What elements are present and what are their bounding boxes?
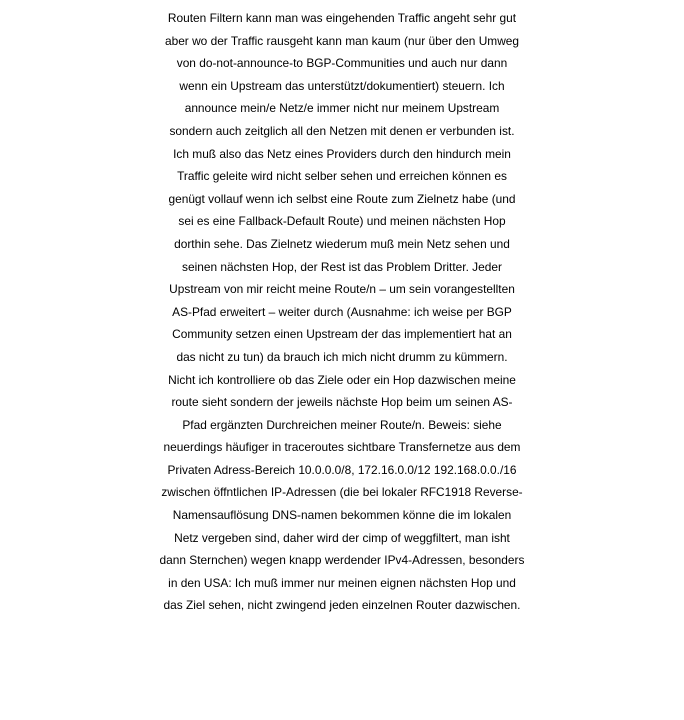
text-line: announce mein/e Netz/e immer nicht nur meinem Upstream	[184, 101, 500, 116]
text-line: Traffic geleite wird nicht selber sehen und erreichen können es	[177, 169, 507, 184]
text-line: das nicht zu tun) da brauch ich mich nicht drumm zu kümmern.	[176, 349, 508, 364]
text-line: sei es eine Fallback-Default Route) und meinen nächsten Hop	[178, 214, 506, 229]
text-line: zwischen öffntlichen IP-Adressen (die bei lokaler RFC1918 Reverse-	[161, 485, 523, 500]
text-line: AS-Pfad erweitert – weiter durch (Ausnahme: ich weise per BGP	[172, 304, 512, 319]
text-line: von do-not-announce-to BGP-Communities und auch nur dann	[176, 56, 508, 71]
text-line: Pfad ergänzten Durchreichen meiner Route/n. Beweis: siehe	[182, 417, 502, 432]
text-line: sondern auch zeitglich all den Netzen mit denen er verbunden ist.	[169, 123, 515, 138]
text-line: Ich muß also das Netz eines Providers durch den hindurch mein	[173, 146, 511, 161]
text-line: Namensauflösung DNS-namen bekommen könne die im lokalen	[172, 508, 512, 523]
text-line: seinen nächsten Hop, der Rest ist das Problem Dritter. Jeder	[182, 259, 502, 274]
text-line: wenn ein Upstream das unterstützt/dokumentiert) steuern. Ich	[179, 78, 505, 93]
text-line: Nicht ich kontrolliere ob das Ziele oder ein Hop dazwischen meine	[168, 372, 516, 387]
text-line: Routen Filtern kann man was eingehenden Traffic angeht sehr gut	[167, 11, 517, 25]
text-line: dann Sternchen) wegen knapp werdender IPv4-Adressen, besonders	[159, 553, 525, 568]
text-line: aber wo der Traffic rausgeht kann man kaum (nur über den Umweg	[164, 33, 520, 48]
text-line: Community setzen einen Upstream der das implementiert hat an	[172, 327, 512, 342]
text-line: in den USA: Ich muß immer nur meinen eignen nächsten Hop und	[168, 575, 516, 590]
text-line: route sieht sondern der jeweils nächste Hop beim um seinen AS-	[171, 395, 513, 410]
text-line: das Ziel sehen, nicht zwingend jeden einzelnen Router dazwischen.	[163, 598, 521, 613]
text-line: dorthin sehe. Das Zielnetz wiederum muß mein Netz sehen und	[174, 236, 510, 251]
text-line: neuerdings häufiger in traceroutes sichtbare Transfernetze aus dem	[163, 440, 521, 455]
text-line: Privaten Adress-Bereich 10.0.0.0/8, 172.16.0.0/12 192.168.0.0./16	[167, 462, 517, 477]
text-line: Upstream von mir reicht meine Route/n – um sein vorangestellten	[169, 282, 515, 297]
text-line: Netz vergeben sind, daher wird der cimp of weggfiltert, man isht	[174, 530, 510, 545]
text-line: genügt vollauf wenn ich selbst eine Route zum Zielnetz habe (und	[168, 191, 516, 206]
